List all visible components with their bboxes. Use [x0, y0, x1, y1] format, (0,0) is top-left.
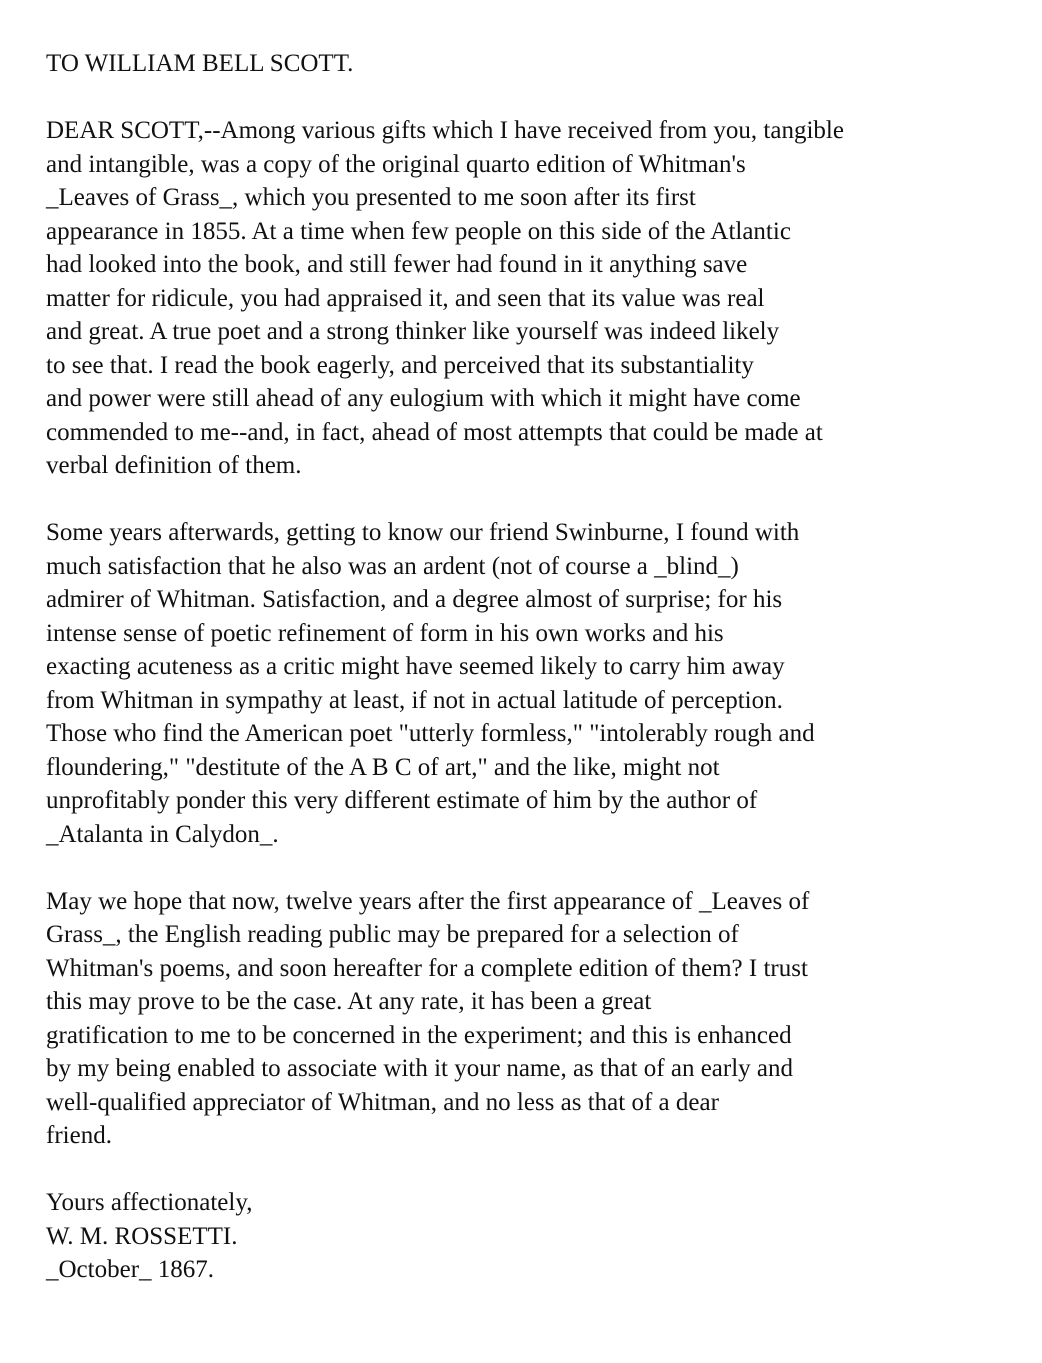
text-line: this may prove to be the case. At any rate, it has been a great: [46, 988, 652, 1015]
text-line: friend.: [46, 1122, 112, 1149]
letter-heading: TO WILLIAM BELL SCOTT.: [46, 50, 354, 77]
signature-block: [46, 1186, 1026, 1287]
text-line: Whitman's poems, and soon hereafter for a complete edition of them? I trust: [46, 954, 808, 982]
text-line: to see that. I read the book eagerly, and perceived that its substantiality: [46, 351, 754, 379]
text-line: _Atalanta in Calydon_.: [46, 820, 279, 848]
text-line: intense sense of poetic refinement of form in his own works and his: [46, 619, 724, 647]
closing: Yours affectionately,: [46, 1189, 253, 1216]
text-line: much satisfaction that he also was an ardent (not of course a _blind_): [46, 552, 739, 580]
text-line: and power were still ahead of any eulogium with which it might have come: [46, 385, 801, 412]
text-line: had looked into the book, and still fewer had found in it anything save: [46, 251, 748, 278]
text-line: commended to me--and, in fact, ahead of most attempts that could be made at: [46, 418, 823, 446]
paragraph-3: [46, 885, 1026, 1153]
text-line: admirer of Whitman. Satisfaction, and a degree almost of surprise; for his: [46, 586, 783, 613]
paragraph-1: [46, 114, 1026, 483]
text-line: from Whitman in sympathy at least, if not in actual latitude of perception.: [46, 686, 783, 714]
text-line: Grass_, the English reading public may be prepared for a selection of: [46, 921, 739, 948]
heading-block: [46, 47, 1026, 81]
text-line: _Leaves of Grass_, which you presented to me soon after its first: [46, 184, 696, 211]
text-line: Some years afterwards, getting to know our friend Swinburne, I found with: [46, 519, 800, 546]
text-line: verbal definition of them.: [46, 452, 302, 479]
text-line: Those who find the American poet "utterly formless," "intolerably rough and: [46, 720, 815, 747]
text-line: matter for ridicule, you had appraised it, and seen that its value was real: [46, 284, 765, 312]
text-line: DEAR SCOTT,--Among various gifts which I have received from you, tangible: [46, 117, 844, 144]
text-line: exacting acuteness as a critic might have seemed likely to carry him away: [46, 653, 785, 680]
text-line: May we hope that now, twelve years after the first appearance of _Leaves of: [46, 887, 810, 915]
signature: W. M. ROSSETTI.: [46, 1222, 238, 1250]
text-line: appearance in 1855. At a time when few people on this side of the Atlantic: [46, 217, 791, 245]
text-line: gratification to me to be concerned in the experiment; and this is enhanced: [46, 1021, 792, 1049]
paragraph-2: [46, 516, 1026, 851]
text-line: well-qualified appreciator of Whitman, and no less as that of a dear: [46, 1088, 719, 1116]
text-line: floundering," "destitute of the A B C of art," and the like, might not: [46, 753, 720, 781]
letter-text: [46, 47, 1026, 1287]
text-line: by my being enabled to associate with it your name, as that of an early and: [46, 1055, 793, 1082]
text-line: and great. A true poet and a strong thinker like yourself was indeed likely: [46, 318, 780, 345]
letter-date: _October_ 1867.: [46, 1256, 215, 1283]
text-line: unprofitably ponder this very different estimate of him by the author of: [46, 787, 758, 814]
text-line: and intangible, was a copy of the original quarto edition of Whitman's: [46, 150, 746, 178]
